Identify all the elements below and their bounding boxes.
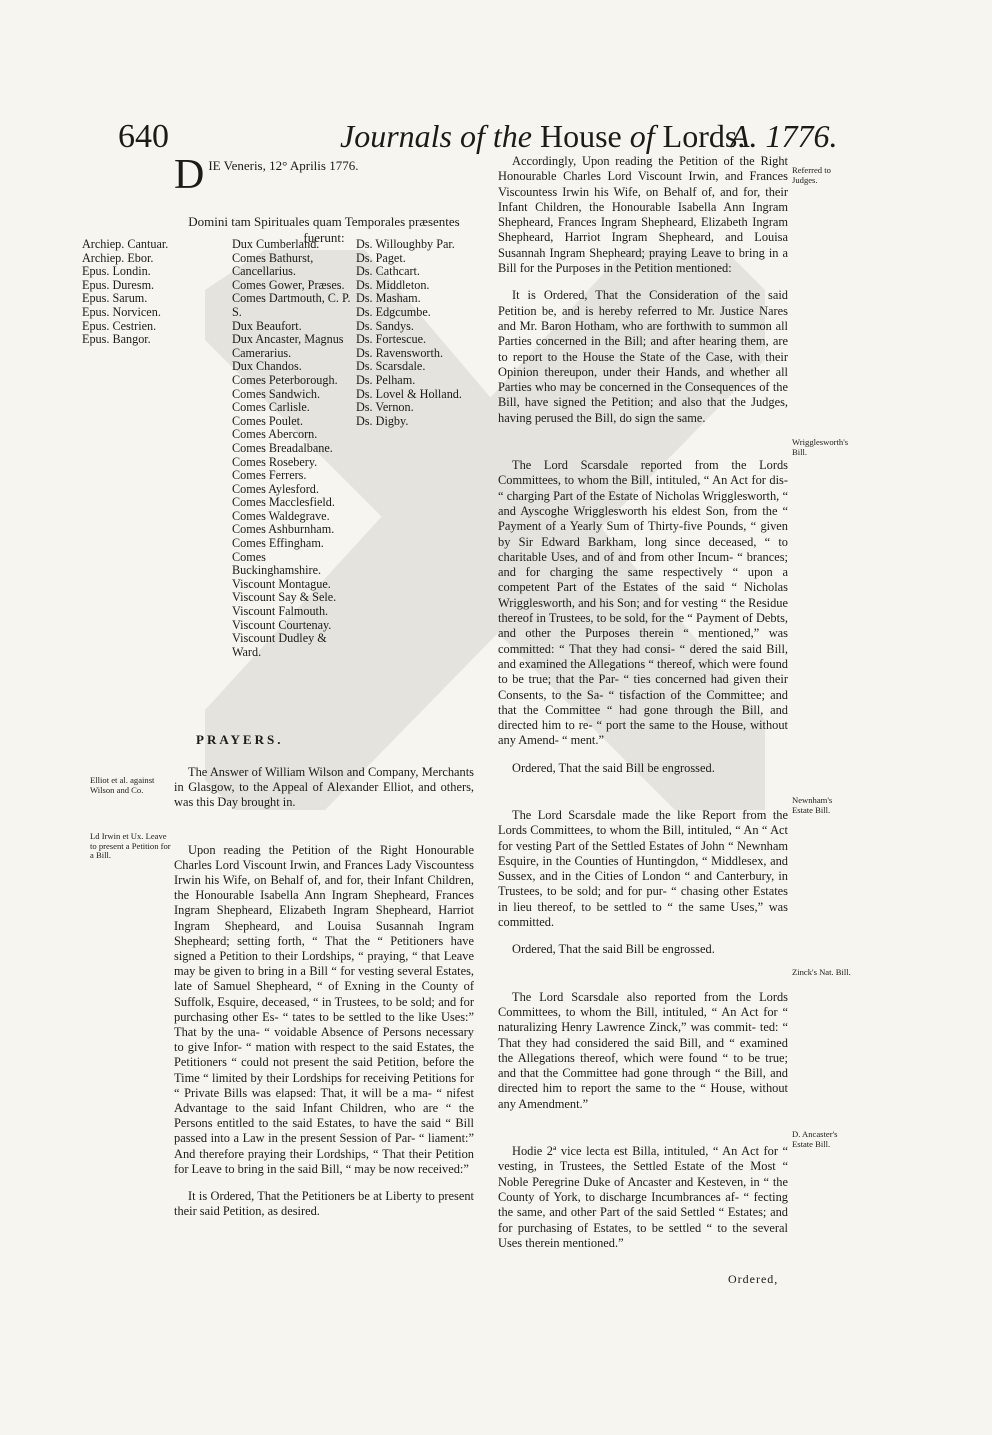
attendance-entry: Comes Sandwich. [232,386,321,401]
attendance-entry: Viscount Say & Sele. [232,590,337,605]
attendance-entry: Comes Dartmouth, C. P. S. [232,291,351,319]
attendance-entry: Comes Effingham. [232,536,324,551]
attendance-entry: Comes Macclesfield. [232,495,335,510]
attendance-entry: Comes Buckinghamshire. [232,549,322,578]
attendance-entry: Ds. Edgcumbe. [356,304,431,319]
attendance-entry: Ds. Lovel & Holland. [356,386,462,401]
margin-note-irwin: Ld Irwin et Ux. Leave to present a Petition for a Bill. [90,831,171,861]
attendance-entry: Dux Beaufort. [232,318,302,333]
paragraph-accordingly: Accordingly, Upon reading the Petition of the Right Honourable Charles Lord Viscount Irwin, and Frances Viscountess Irwin his Wife, on Behalf of, and for, their Infant Children, the Honourable Isabella Ann Ingram Shepheard, Frances Ingram Shepheard, Elizabeth Ingram Shepheard, Harriot Ingram Shepheard, and Louisa Susannah Ingram Shepheard; praying Leave to bring in a Bill for the Purposes in the Petition mentioned: [498,154,788,276]
attendance-entry: Epus. Bangor. [82,332,151,347]
attendance-entry: Comes Poulet. [232,413,304,428]
attendance-entry: Comes Rosebery. [232,454,318,469]
attendance-entry: Ds. Fortescue. [356,332,427,347]
attendance-entry: Ds. Sandys. [356,318,414,333]
paragraph-irwin-petition: Upon reading the Petition of the Right Honourable Charles Lord Viscount Irwin, and Frances Lady Viscountess Irwin his Wife, on Behalf of, and for, their Infant Children, the Honourable Isabella Ann Ingram Shepheard, Frances Ingram Shepheard, Elizabeth Ingram Shepheard, Harriot Ingram Shepheard, and Louisa Susannah Ingram Shepheard; setting forth, “ That the “ Petitioners have signed a Petition to their Lordships, “ praying, “ that Leave may be given to bring in a Bill “ for vesting several Estates, late of Samuel Shepheard, “ of Exning in the County of Suffolk, Esquire, deceased, “ in Trustees, to be sold; and for purchasing other Es- “ tates to be settled to the like Uses:” That by the una- “ voidable Absence of Persons necessary to give Infor- “ mation with respect to the said Estates, the Petitioners “ could not present the said Petition, before the Time “ limited by their Lordships for receiving Petitions for “ Private Bills was elapsed: That, it will be a ma- “ nifest Advantage to the said Infant Children, who are “ the Persons entitled to the said Estates, to have the said “ Bill passed into a Law in the present Session of Par- “ liament:” And therefore praying their Lordships, “ That their Petition for Leave to bring in the said Bill, “ may be now received:” [174,842,474,1176]
attendance-entry: Dux Ancaster, Magnus Camerarius. [232,332,344,360]
attendance-entry: Epus. Londin. [82,264,151,279]
running-year: A. 1776. [730,118,838,154]
attendance-entry: Comes Waldegrave. [232,508,330,523]
attendance-entry: Epus. Cestrien. [82,318,157,333]
attendance-entry: Comes Carlisle. [232,400,310,415]
prayers-heading: PRAYERS. [196,732,284,747]
attendance-entry: Viscount Dudley & Ward. [232,631,327,659]
attendance-entry: Archiep. Cantuar. [82,237,169,251]
attendance-entry: Epus. Sarum. [82,291,148,306]
attendance-entry: Dux Cumberland. [232,237,320,251]
paragraph-referred-judges: It is Ordered, That the Consideration of the said Petition be, and is hereby referred to Mr. Justice Nares and Mr. Baron Hotham, who are forthwith to summon all Parties concerned in the Bill; and after hearing them, are to report to the House the State of the Case, with their Opinion thereupon, under their Hands, and whether all Parties who may be concerned in the Consequences of the Bill, have signed the Petition; and also that the Judges, having perused the Bill, do sign the same. [498,288,788,425]
attendance-entry: Ds. Paget. [356,250,406,265]
title-of: of [629,118,655,154]
catchword: Ordered, [728,1272,779,1286]
attendance-entry: Ds. Pelham. [356,372,416,387]
attendance-entry: Viscount Courtenay. [232,617,332,632]
attendance-entry: Comes Peterborough. [232,372,338,387]
attendance-entry: Ds. Vernon. [356,400,414,415]
attendance-entry: Ds. Cathcart. [356,264,420,279]
right-column-body [498,154,788,1263]
attendance-entry: Comes Aylesford. [232,481,319,496]
left-column-body [174,765,474,1231]
attendance-entry: Comes Ashburnham. [232,522,335,537]
running-title [340,118,745,155]
attendance-entry: Archiep. Ebor. [82,250,154,265]
paragraph-wrigglesworth-report: The Lord Scarsdale reported from the Lords Committees, to whom the Bill, intituled, “ An Act for dis- “ charging Part of the Estate of Nicholas Wrigglesworth, “ and Ayscoghe Wrigglesworth his eldest Son, from the “ Payment of a Yearly Sum of Thirty-five Pounds, “ given by Sir Edward Barkham, long since deceased, “ to charitable Uses, and of and from other Incum- “ brances; and for charging the same respectively “ upon a competent Part of the Estates of the said “ Nicholas Wrigglesworth, and his Son; and for vesting “ the Residue thereof in Trustees, to be sold, for the “ Payment of Debts, and other the Purposes therein “ mentioned,” was committed: “ That they had consi- “ dered the said Bill, and examined the Allegations “ thereof, which were found to be true; that the Par- “ ties concerned had given their Consents, to the Sa- “ tisfaction of the Committee; and that the Committee “ had gone through the Bill, and directed him to re- “ port the same to the House, without any Amend- “ ment.” [498,458,788,748]
margin-note-newnham: Newnham's Estate Bill. [792,795,833,815]
title-lords: Lords. [662,118,746,154]
attendance-entry: Dux Chandos. [232,359,302,374]
paragraph-newnham-report: The Lord Scarsdale made the like Report from the Lords Committees, to whom the Bill, intituled, “ An “ Act for vesting Part of the Settled Estates of John “ Newnham Esquire, in the Counties of Huntingdon, “ Middlesex, and Sussex, and in the Cities of London “ and Canterbury, in Trustees, to be sold; and for pur- “ chasing other Estates in lieu thereof, to be settled to “ the same Uses,” was committed. [498,807,788,930]
title-journals: Journals [340,118,452,154]
paragraph-ordered-liberty: It is Ordered, That the Petitioners be at Liberty to present their said Petition, as desired. [174,1189,474,1219]
page-number: 640 [118,118,169,155]
paragraph-zinck-report: The Lord Scarsdale also reported from the Lords Committees, to whom the Bill, intituled, “ An Act for “ naturalizing Henry Lawrence Zinck,” was commit- ted: “ That they had considered the said Bill, and “ examined the Allegations thereof, which were found “ to be true; and that the Committee had gone through “ the Bill, and directed him to report the same to the “ House, without any Amendment.” [498,989,788,1111]
attendance-col-spiritual [82,238,212,347]
attendance-entry: Ds. Masham. [356,291,421,306]
attendance-entry: Ds. Digby. [356,413,409,428]
attendance-entry: Ds. Middleton. [356,277,430,292]
attendance-entry: Ds. Ravensworth. [356,345,443,360]
attendance-col-temporal [232,238,352,659]
margin-note-judges: Referred to Judges. [792,165,831,185]
margin-note-ancaster: D. Ancaster's Estate Bill. [792,1129,838,1149]
drop-cap: D [174,152,205,198]
margin-note-elliot: Elliot et al. against Wilson and Co. [90,775,155,795]
attendance-col-barons [356,238,482,428]
attendance-entry: Ds. Willoughby Par. [356,237,455,251]
attendance-entry: Viscount Montague. [232,576,331,591]
title-of-the: of the [460,118,532,154]
margin-note-zinck: Zinck's Nat. Bill. [792,967,851,977]
paragraph-ancaster-reading: Hodie 2ª vice lecta est Billa, intituled, “ An Act for “ vesting, in Trustees, the Settled Estate of the Most “ Noble Peregrine Duke of Ancaster and Kesteven, in “ the County of York, to discharge Incumbrances af- “ fecting the same, and other Part of the said Settled “ Estates; and for purchasing of Estates, to be settled “ to the several Uses therein mentioned.” [498,1144,788,1250]
attendance-entry: Comes Gower, Præses. [232,277,345,292]
title-house: House [539,118,622,154]
attendance-entry: Comes Ferrers. [232,468,307,483]
attendance-entry: Comes Bathurst, Cancellarius. [232,250,314,279]
paragraph-wilson-answer: The Answer of William Wilson and Company, Merchants in Glasgow, to the Appeal of Alexander Elliot, and others, was this Day brought in. [174,765,474,810]
paragraph-engrossed-1: Ordered, That the said Bill be engrossed. [512,760,715,775]
attendance-entry: Comes Breadalbane. [232,440,333,455]
domini-line: Domini tam Spirituales quam Temporales præsentes fuerunt: [188,214,460,245]
attendance-entry: Comes Abercorn. [232,427,318,442]
sitting-date: IE Veneris, 12° Aprilis 1776. [208,158,359,173]
attendance-entry: Viscount Falmouth. [232,604,329,619]
paragraph-engrossed-2: Ordered, That the said Bill be engrossed. [512,942,715,957]
margin-note-wrigglesworth: Wrigglesworth's Bill. [792,437,849,457]
attendance-entry: Ds. Scarsdale. [356,359,426,374]
attendance-entry: Epus. Norvicen. [82,304,161,319]
attendance-entry: Epus. Duresm. [82,277,155,292]
